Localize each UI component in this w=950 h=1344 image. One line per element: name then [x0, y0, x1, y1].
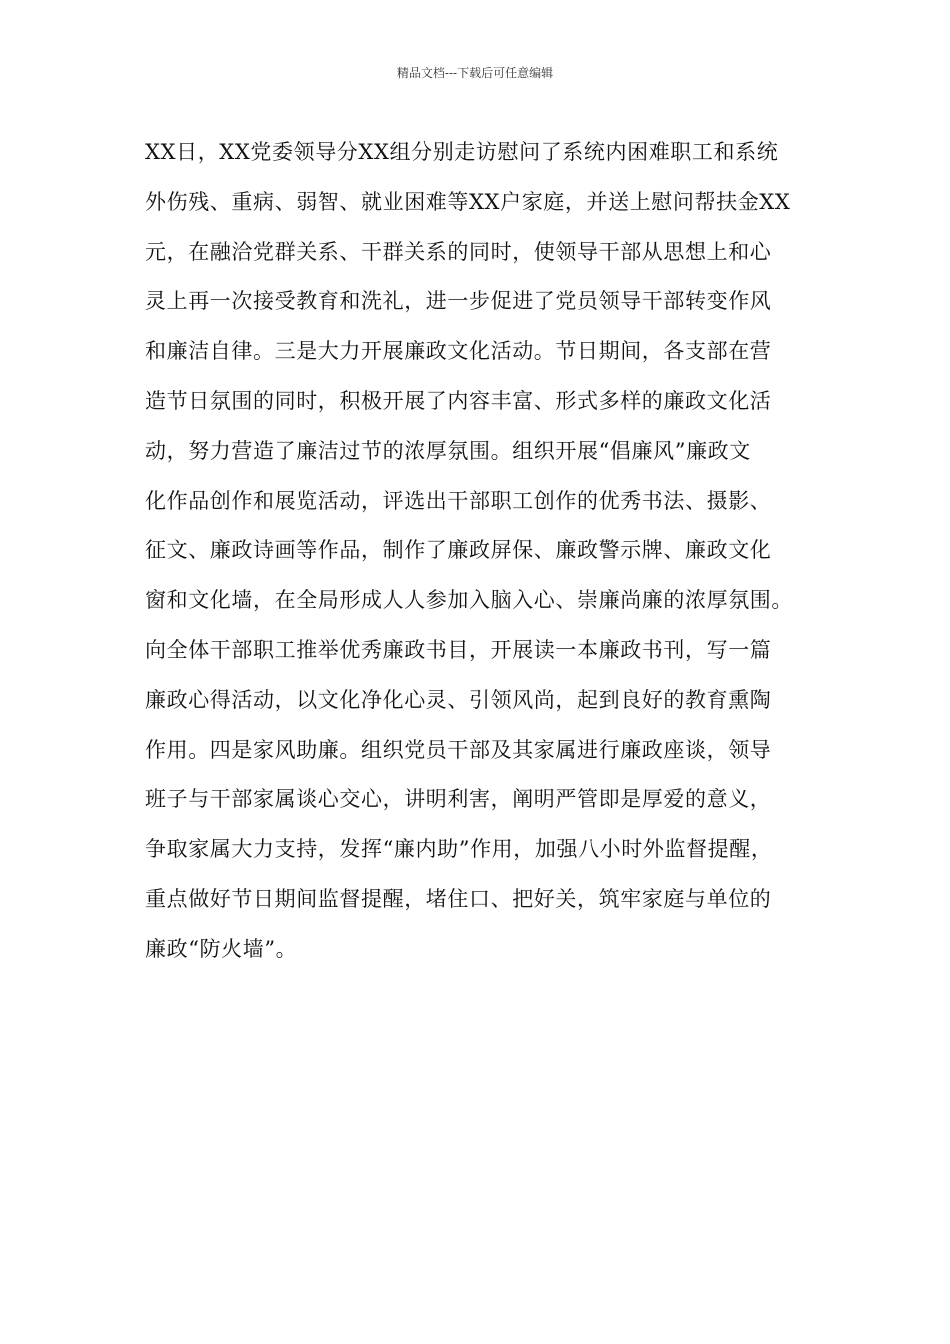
body-line: 灵上再一次接受教育和洗礼，进一步促进了党员领导干部转变作风 — [145, 289, 772, 314]
body-line: 向全体干部职工推举优秀廉政书目，开展读一本廉政书刊，写一篇 — [145, 637, 772, 662]
document-body — [145, 133, 865, 980]
body-line: 元，在融洽党群关系、干群关系的同时，使领导干部从思想上和心 — [145, 239, 772, 264]
body-line: 化作品创作和展览活动，评选出干部职工创作的优秀书法、摄影、 — [145, 488, 772, 513]
body-line: 廉政心得活动，以文化净化心灵、引领风尚，起到良好的教育熏陶 — [145, 687, 772, 712]
page-header: 精品文档---下载后可任意编辑 — [396, 66, 554, 80]
body-line: XX日，XX党委领导分XX组分别走访慰问了系统内困难职工和系统 — [145, 140, 779, 164]
body-line: 班子与干部家属谈心交心，讲明利害，阐明严管即是厚爱的意义， — [145, 787, 772, 812]
body-line: 造节日氛围的同时，积极开展了内容丰富、形式多样的廉政文化活 — [145, 388, 772, 413]
body-line: 重点做好节日期间监督提醒，堵住口、把好关，筑牢家庭与单位的 — [145, 886, 772, 911]
body-line: 征文、廉政诗画等作品，制作了廉政屏保、廉政警示牌、廉政文化 — [145, 538, 772, 563]
body-line: 和廉洁自律。三是大力开展廉政文化活动。节日期间，各支部在营 — [145, 339, 772, 364]
body-line: 外伤残、重病、弱智、就业困难等XX户家庭，并送上慰问帮扶金XX — [145, 189, 791, 214]
body-line: 作用。四是家风助廉。组织党员干部及其家属进行廉政座谈，领导 — [145, 737, 772, 762]
body-line: 窗和文化墙，在全局形成人人参加入脑入心、崇廉尚廉的浓厚氛围。 — [145, 588, 793, 613]
body-line: 争取家属大力支持，发挥“廉内助”作用，加强八小时外监督提醒， — [145, 837, 773, 862]
body-line: 动，努力营造了廉洁过节的浓厚氛围。组织开展“倡廉风”廉政文 — [145, 438, 751, 463]
body-line: 廉政“防火墙”。 — [145, 936, 298, 961]
